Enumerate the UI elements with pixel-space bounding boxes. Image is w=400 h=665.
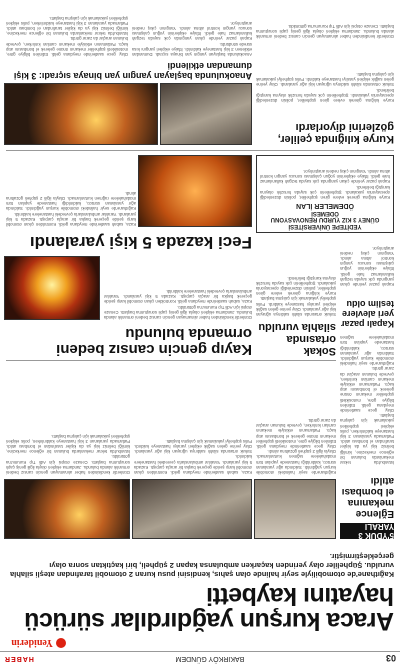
photo-scene — [132, 479, 252, 539]
section-label: HABER — [4, 655, 34, 662]
university-notice — [256, 155, 394, 233]
notice-body: Kurye kılığına girerek evlere giren şüpheliler, polisin düzenlediği operasyonla yakalandı. Şüphelilerin çok sayıda hırsızlık olayına karıştığı belirlendi. Kapalı pazar yerinde çıkan yangında çok sayıda tezgah kullanılamaz hale geldi. İtfaiye ekiplerinin yoğun çalışması sonucu yangın kontrol altına alındı. Yangının çıkış nedeni araştırılıyor. — [260, 168, 390, 200]
photo-scene — [4, 256, 100, 320]
story-kuryes-headline: Kurye kılığında çeliler, gözlerini diyorlardı — [277, 121, 394, 145]
photo-scene — [254, 479, 336, 539]
misc-body: Günlerdir kendisinden haber alınamayan gencin cansız bedeni ormanlık alanda bulundu. Jandarma ekipleri olayla ilgili geniş çaplı soruşturma başlattı. Cenaze otopsi için Adli Tıp Kurumu'na götürüldü. — [256, 23, 394, 39]
story-fire-headline: Feci kazada 5 kişi yaralandı — [29, 233, 252, 252]
brand-logo — [6, 637, 66, 649]
logo-text: Yeniderin — [11, 637, 53, 649]
story-detention-body: Olay, gece saatlerinde meydana geldi. Edinilen bilgiye göre, motosikletli şüpheliler mekanın önüne gelerek el bombasını atıp kaçtı. Patlamanın etkisiyle mekanın camları kırılırken, çevrede bulunan araçlar da zarar gördü. İstanbul'da tekrar mekanlarda bulunan bir eğlence merkezine, kimliği belirsiz kişi ya da kişiler tarafından el bombası atıldı. Patlamada yaralanan 3 kişi hastaneye kaldırılırken, polis ekipleri şüphelileri yakalamak için çalışma başlattı. — [6, 15, 128, 57]
divider — [6, 150, 394, 151]
story-body-text: Günlerdir kendisinden haber alınamayan gencin cansız bedeni ormanlık alanda bulundu. Jandarma ekipleri olayla ilgili geniş çaplı soruşturma başlattı. Cenaze otopsi için Adli Tıp Kurumu'na götürüldü. Kaza, sabah saatlerinde meydana geldi. Kontrolden çıkan otomobil karşı şeride geçerek başka bir araçla çarpıştı. Kazada 5 kişi yaralandı. Yaralılar ambulanslarla çevredeki hastanelere kaldırıldı. — [104, 288, 252, 320]
photo-scene — [138, 155, 252, 227]
notice-headline: ÖDEMELER İLAN — [296, 202, 354, 209]
main-story-col: Günlerdir kendisinden haber alınamayan gencin cansız bedeni ormanlık alanda bulundu. Jandarma ekipleri olayla ilgili geniş çaplı soruşturma başlattı. Cenaze otopsi için Adli Tıp Kurumu'na götürüldü. İstanbul'da tekrar mekanlarda bulunan bir eğlence merkezine, kimliği belirsiz kişi ya da kişiler tarafından el bombası atıldı. Patlamada yaralanan 3 kişi hastaneye kaldırılırken, polis ekipleri şüphelileri yakalamak için çalışma başlattı. — [6, 433, 130, 475]
side-story-body: İstanbul'da tekrar mekanlarda bulunan bir eğlence merkezine, kimliği belirsiz kişi ya da kişiler tarafından el bombası atıldı. Patlamada yaralanan 3 kişi hastaneye kaldırılırken, polis ekipleri şüphelileri yakalamak için çalışma başlattı. Olay, gece saatlerinde meydana geldi. Edinilen bilgiye göre, motosikletli şüpheliler mekanın önüne gelerek el bombasını atıp kaçtı. Patlamanın etkisiyle mekanın camları kırılırken, çevrede bulunan araçlar da zarar gördü. Kağıthane'de seyir halindeki otomobile kurşun yağdırıldı. Saldırıda ağır yaralanan sürücü, kaldırıldığı hastanede yapılan tüm müdahalelere rağmen — [340, 335, 394, 465]
side-story-headline: Eğlence mekanına el bombası atıldı — [341, 475, 394, 519]
logo-mark-icon — [56, 638, 66, 648]
side-story-tag: 5'YDÜK 3 YARALI — [340, 523, 394, 539]
photo-scene — [4, 83, 158, 145]
story-market-headline: Kapalı pazar yeri alevlere teslim oldu — [340, 299, 394, 329]
main-story-col: Kaza, sabah saatlerinde meydana geldi. Kontrolden çıkan otomobil karşı şeride geçerek başka bir araçla çarpıştı. Kazada 5 kişi yaralandı. Yaralılar ambulanslarla çevredeki hastanelere kaldırıldı. Sokak ortasında silahlı saldırıya uğrayan kişi ağır yaralandı. Olay yerine gelen sağlık ekipleri yaralıyı hastaneye kaldırdı. Polis şüpheliyi yakalamak için çalışma başlattı. — [134, 438, 252, 475]
photo-scene — [160, 83, 252, 145]
page-header — [0, 651, 400, 665]
page-number: 03 — [385, 653, 396, 664]
divider — [6, 360, 336, 361]
story-fire-body: Kaza, sabah saatlerinde meydana geldi. Kontrolden çıkan otomobil karşı şeride geçerek başka bir araçla çarpıştı. Kazada 5 kişi yaralandı. Yaralılar ambulanslarla çevredeki hastanelere kaldırıldı. Kağıthane'de seyir halindeki otomobile kurşun yağdırıldı. Saldırıda ağır yaralanan sürücü, kaldırıldığı hastanede yapılan tüm müdahalelere rağmen kurtarılamadı. Olayla ilgili 2 şüpheli gözaltına alındı. — [6, 190, 136, 227]
main-deck: Kağıthane'de otomobiliyle seyir halinde olan şahıs, kendisini pusu kuran 2 otomobil tarafından ateşli silahla vuruldu. Şüpheliler olay yerinden kaçarken ambulansa kapan 2 şüpheli, biri kaçtıktan sonra olayı gerçekleştirmiştir. — [10, 552, 394, 579]
photo-scene — [4, 479, 130, 539]
story-detention-headline: Anaokulunda başlayan yangın yan binaya sıçradı: 3 kişi dumandan etkilendi — [13, 61, 252, 81]
notice-sub: GÜNEY 3 KIZ YURDU RENOVASYONU ÖDEMESİ — [270, 210, 380, 222]
story-kuryes-body: Kurye kılığına girerek evlere giren şüpheliler, polisin düzenlediği operasyonla yakalandı. Şüphelilerin çok sayıda hırsızlık olayına karıştığı belirlendi. Sokak ortasında silahlı saldırıya uğrayan kişi ağır yaralandı. Olay yerine gelen sağlık ekipleri yaralıyı hastaneye kaldırdı. Polis şüpheliyi yakalamak için çalışma başlattı. — [256, 71, 394, 103]
main-headline: Araca kurşun yağdırdılar sürücü hayatını kaybetti — [24, 582, 394, 635]
main-story-col: Kağıthane'de seyir halindeki otomobile kurşun yağdırıldı. Saldırıda ağır yaralanan sürücü, kaldırıldığı hastanede yapılan tüm müdahalelere rağmen kurtarılamadı. Olayla ilgili 2 şüpheli gözaltına alındı. Olay, gece saatlerinde meydana geldi. Edinilen bilgiye göre, motosikletli şüpheliler mekanın önüne gelerek el bombasını atıp kaçtı. Patlamanın etkisiyle mekanın camları kırılırken, çevrede bulunan araçlar da zarar gördü. — [256, 417, 336, 475]
story-shot-body: Sokak ortasında silahlı saldırıya uğrayan kişi ağır yaralandı. Olay yerine gelen sağlık ekipleri yaralıyı hastaneye kaldırdı. Polis şüpheliyi yakalamak için çalışma başlattı. Kurye kılığına girerek evlere giren şüpheliler, polisin düzenlediği operasyonla yakalandı. Şüphelilerin çok sayıda hırsızlık olayına karıştığı belirlendi. — [256, 275, 336, 317]
story-detention-body: Anaokulunda başlayan yangın yan binaya sıçradı. Dumandan etkilenen 3 kişi hastaneye kaldırıldı. İtfaiye ekipleri yangını kısa sürede söndürdü. Kapalı pazar yerinde çıkan yangında çok sayıda tezgah kullanılamaz hale geldi. İtfaiye ekiplerinin yoğun çalışması sonucu yangın kontrol altına alındı. Yangının çıkış nedeni araştırılıyor. — [132, 20, 252, 57]
notice-label: YEDİTEPE ÜNİVERSİTESİ — [288, 223, 362, 229]
story-body-headline: Kayıp gencin cansız bedeni ormanda bulundu — [56, 325, 252, 358]
date-line: BAKIRKÖY GÜNDEM — [175, 655, 245, 662]
story-market-body: Kapalı pazar yerinde çıkan yangında çok sayıda tezgah kullanılamaz hale geldi. İtfaiye ekiplerinin yoğun çalışması sonucu yangın kontrol altına alındı. Yangının çıkış nedeni araştırılıyor. — [340, 245, 394, 287]
story-shot-headline: Sokak ortasında silahla vuruldu — [258, 321, 336, 357]
